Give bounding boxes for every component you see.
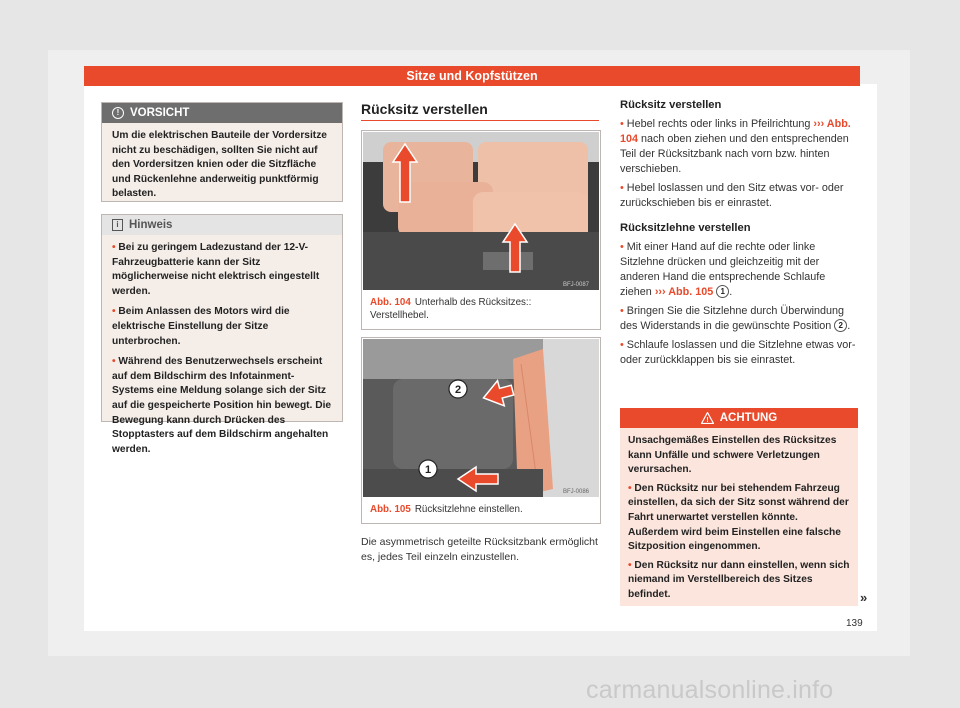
hinweis-item: • Beim Anlassen des Motors wird die elektrische Einstellung der Sitze unterbrochen. [112,306,290,347]
vorsicht-title: VORSICHT [130,107,190,119]
step-number-2: 2 [834,319,847,332]
figure-105-marker-1: 1 [424,464,432,476]
caution-icon: ! [112,107,124,119]
warning-triangle-icon [701,412,714,424]
vorsicht-header [102,103,342,123]
figure-105-caption [362,498,600,523]
figure-104-caption [362,291,600,328]
achtung-title: ACHTUNG [719,412,778,424]
instruction-5: • Schlaufe loslassen und die Sitzlehne etwas vor- oder zurückklappen bis sie einrastet. [620,339,856,366]
instruction-4: • Bringen Sie die Sitzlehne durch Überwindung des Widerstands in die gewünschte Position 2 . [620,305,851,332]
figure-105-image [363,339,599,497]
chapter-header: Sitze und Kopfstützen [84,66,860,86]
watermark: carmanualsonline.info [586,676,834,704]
heading-ruecksitzlehne-verstellen: Rücksitzlehne verstellen [620,222,751,234]
svg-text:!: ! [706,417,709,424]
continue-mark: » [860,590,868,605]
info-icon: i [112,219,123,231]
achtung-text: Unsachgemäßes Einstellen des Rücksitzes kann Unfälle und schwere Verletzungen verursachen. [628,435,837,476]
figure-104-code: BFJ-0087 [563,282,590,288]
figure-104-label: Abb. 104 [370,297,411,308]
rear-seat-lever-illustration [363,132,599,290]
figure-105 [361,337,601,524]
section-title: Rücksitz verstellen [361,101,488,117]
instruction-3: • Mit einer Hand auf die rechte oder linke Sitzlehne drücken und gleichzeitig mit der anderen Hand die entsprechende Schlaufe ziehen ››› Abb. 105 1 . [620,241,826,298]
instruction-2: • Hebel loslassen und den Sitz etwas vor- oder zurückschieben bis er einrastet. [620,182,844,209]
hinweis-header [102,215,342,235]
achtung-header [620,408,858,428]
achtung-item: • Den Rücksitz nur dann einstellen, wenn sich niemand im Verstellbereich des Sitzes befindet. [628,559,850,600]
hinweis-title: Hinweis [129,219,173,231]
ref-abb-104[interactable]: ››› Abb. 104 [620,118,851,145]
figure-105-marker-2: 2 [454,384,462,396]
page-number: 139 [846,618,863,629]
hinweis-item: • Während des Benutzerwechsels erscheint auf dem Bildschirm des Infotainment-Systems eine Meldung solange sich der Sitz auf die gespeicherte Position hin bewegt. Die Bewegung kann durch Drücken des Stopptasters auf dem Bildschirm angehalten werden. [112,356,332,455]
step-number-1: 1 [716,285,729,298]
vorsicht-text: Um die elektrischen Bauteile der Vordersitze nicht zu beschädigen, sollten Sie nicht auf den Vordersitzen knien oder die Sitzfläche und Rückenlehne anderweitig punktförmig belasten. [112,130,327,200]
hinweis-item: • Bei zu geringem Ladezustand der 12-V-Fahrzeugbatterie kann der Sitz möglicherweise nicht elektrisch eingestellt werden. [112,242,320,297]
intro-text: Die asymmetrisch geteilte Rücksitzbank ermöglicht es, jedes Teil einzeln einzustellen. [361,536,598,563]
figure-105-caption-text: Rücksitzlehne einstellen. [414,504,523,515]
ref-abb-105[interactable]: ››› Abb. 105 [654,286,714,298]
achtung-box [620,408,858,606]
figure-104-image [363,132,599,290]
instruction-1: • Hebel rechts oder links in Pfeilrichtung ››› Abb. 104 nach oben ziehen und den entsprechenden Teil der Rücksitzbank nach vorn bzw. hinten verschieben. [620,118,851,175]
achtung-item: • Den Rücksitz nur bei stehendem Fahrzeug einstellen, da sich der Sitz sonst während der Fahrt unerwartet verstellen könnte. Außerdem wird beim Einstellen eine falsche Sitzposition eingenommen. [628,482,849,553]
section-underline [361,120,599,121]
figure-104-caption-text: Unterhalb des Rücksitzes:: Verstellhebel. [370,297,532,321]
heading-ruecksitz-verstellen: Rücksitz verstellen [620,99,722,111]
figure-105-label: Abb. 105 [370,504,411,515]
figure-104 [361,130,601,330]
hinweis-box [101,214,343,455]
right-column [620,98,860,372]
figure-105-code: BFJ-0086 [563,489,590,495]
seatback-loop-illustration [363,339,599,497]
vorsicht-box [101,102,343,202]
